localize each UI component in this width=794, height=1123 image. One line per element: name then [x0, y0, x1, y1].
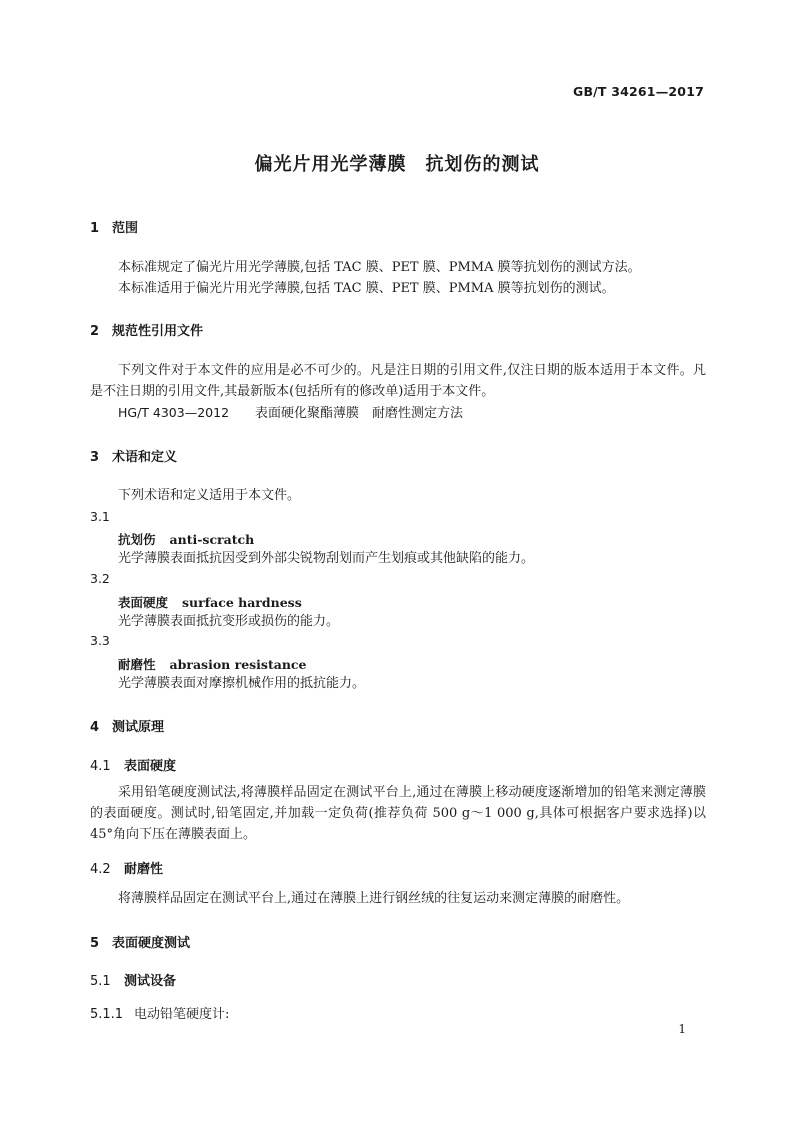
section-title: 测试原理 — [112, 720, 165, 735]
subsection-title: 耐磨性 — [124, 862, 164, 877]
section-title: 术语和定义 — [112, 450, 178, 465]
subsection-title: 电动铅笔硬度计: — [134, 1007, 230, 1022]
section-number: 5 — [90, 936, 100, 951]
term-chinese: 抗划伤 — [118, 532, 156, 547]
term-chinese: 表面硬度 — [118, 595, 169, 610]
subsection-number: 4.2 — [90, 862, 111, 877]
term-definition: 光学薄膜表面抵抗因受到外部尖锐物刮划而产生划痕或其他缺陷的能力。 — [118, 551, 535, 566]
term-english: surface hardness — [182, 595, 302, 610]
section-3-intro: 下列术语和定义适用于本文件。 — [118, 488, 301, 503]
subsection-4-1-paragraph: 采用铅笔硬度测试法,将薄膜样品固定在测试平台上,通过在薄膜上移动硬度逐渐增加的铅笔来测定薄膜的表面硬度。测试时,铅笔固定,并加载一定负荷(推荐负荷 500 g～1 000 g,具体可根据客户要求选择)以 45°角向下压在薄膜表面上。 — [90, 785, 706, 842]
section-number: 1 — [90, 221, 100, 236]
section-title: 表面硬度测试 — [112, 936, 191, 951]
subsection-number: 5.1 — [90, 974, 111, 989]
section-number: 2 — [90, 324, 100, 339]
section-title: 范围 — [112, 221, 139, 236]
section-number: 4 — [90, 720, 100, 735]
section-2-heading — [90, 320, 203, 339]
term-heading — [118, 655, 307, 673]
term-number: 3.2 — [90, 571, 110, 586]
reference-title: 表面硬化聚酯薄膜 耐磨性测定方法 — [255, 406, 464, 421]
section-1-paragraph-2: 本标准适用于偏光片用光学薄膜,包括 TAC 膜、PET 膜、PMMA 膜等抗划伤的测试。 — [118, 281, 615, 296]
term-number: 3.1 — [90, 509, 110, 524]
term-heading — [118, 530, 254, 548]
subsection-4-2-heading — [90, 858, 163, 877]
subsection-title: 测试设备 — [124, 974, 177, 989]
subsection-number: 5.1.1 — [90, 1007, 124, 1022]
term-number: 3.3 — [90, 633, 110, 648]
term-chinese: 耐磨性 — [118, 657, 156, 672]
subsection-4-1-heading — [90, 755, 176, 774]
subsection-title: 表面硬度 — [124, 759, 177, 774]
section-number: 3 — [90, 450, 100, 465]
section-1-paragraph-1: 本标准规定了偏光片用光学薄膜,包括 TAC 膜、PET 膜、PMMA 膜等抗划伤的测试方法。 — [118, 260, 641, 275]
section-3-heading — [90, 446, 177, 465]
section-2-paragraph: 下列文件对于本文件的应用是必不可少的。凡是注日期的引用文件,仅注日期的版本适用于本文件。凡是不注日期的引用文件,其最新版本(包括所有的修改单)适用于本文件。 — [90, 363, 706, 399]
subsection-number: 4.1 — [90, 759, 111, 774]
section-1-heading — [90, 217, 138, 236]
subsection-4-2-paragraph: 将薄膜样品固定在测试平台上,通过在薄膜上进行钢丝绒的往复运动来测定薄膜的耐磨性。 — [118, 891, 630, 906]
term-english: abrasion resistance — [169, 657, 307, 672]
subsection-5-1-1-heading — [90, 1003, 229, 1022]
page-number: 1 — [678, 1022, 686, 1036]
term-definition: 光学薄膜表面对摩擦机械作用的抵抗能力。 — [118, 676, 366, 691]
normative-reference — [118, 403, 463, 424]
section-4-heading — [90, 716, 164, 735]
standard-code: GB/T 34261—2017 — [572, 84, 704, 99]
section-5-heading — [90, 932, 190, 951]
subsection-5-1-heading — [90, 970, 176, 989]
term-heading — [118, 593, 302, 611]
reference-code: HG/T 4303—2012 — [118, 405, 230, 420]
section-title: 规范性引用文件 — [112, 324, 204, 339]
term-definition: 光学薄膜表面抵抗变形或损伤的能力。 — [118, 614, 340, 629]
term-english: anti-scratch — [169, 532, 255, 547]
document-title: 偏光片用光学薄膜 抗划伤的测试 — [254, 154, 540, 175]
